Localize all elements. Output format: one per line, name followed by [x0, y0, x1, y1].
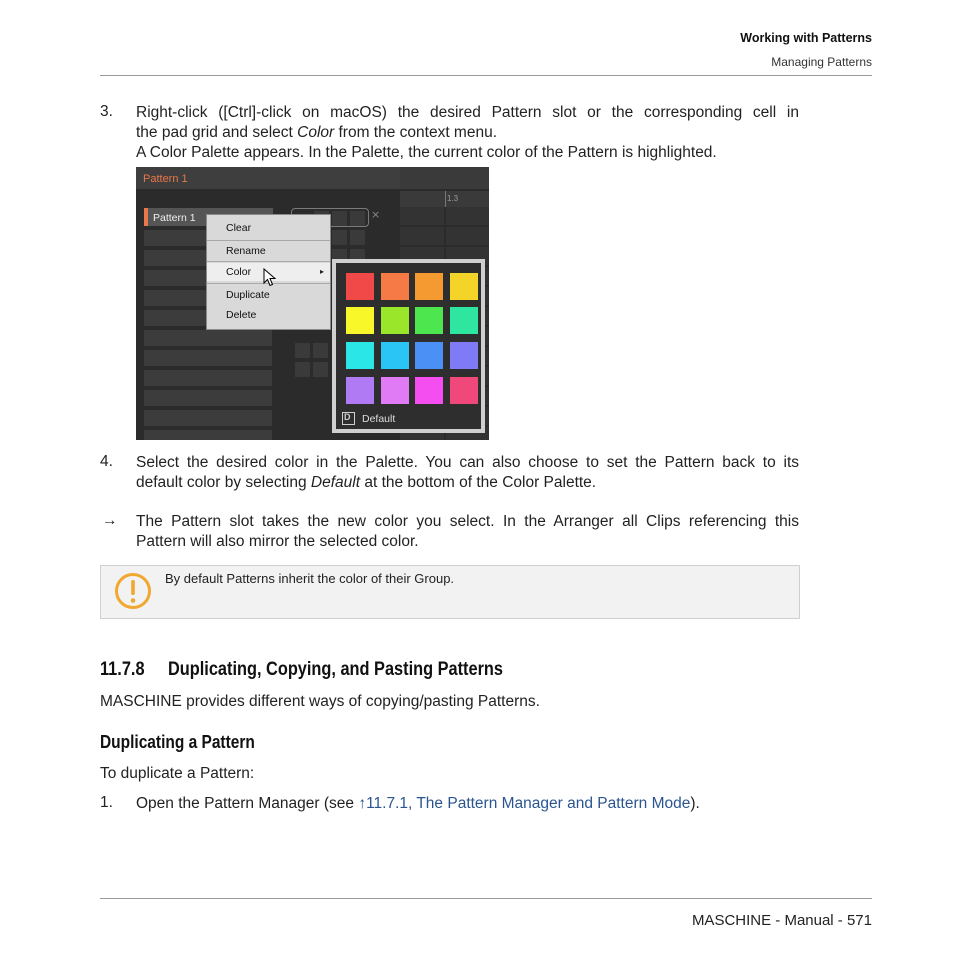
result-arrow-icon: → [102, 512, 118, 529]
pattern-slot[interactable] [144, 370, 272, 386]
running-header-chapter: Working with Patterns [740, 31, 872, 45]
pattern-slot[interactable] [144, 390, 272, 406]
step-4-line-2-pre: default color by selecting [136, 474, 311, 491]
ruler-label: 1.3 [447, 194, 459, 203]
pad-grid-cell[interactable] [350, 230, 365, 245]
step-3-line-1: Right-click ([Ctrl]-click on macOS) the desired Pattern slot or the corresponding cell in [136, 104, 799, 121]
color-swatch[interactable] [381, 307, 409, 334]
context-menu-separator [207, 240, 330, 241]
context-menu-item-duplicate[interactable]: Duplicate [226, 289, 270, 301]
color-swatch[interactable] [415, 377, 443, 404]
result-line-1: The Pattern slot takes the new color you select. In the Arranger all Clips referencing this [136, 513, 799, 530]
color-swatch[interactable] [346, 377, 374, 404]
subsection-step-1-text [136, 794, 700, 814]
pattern-manager-link[interactable]: ↑11.7.1, The Pattern Manager and Pattern Mode [358, 795, 691, 812]
context-menu-separator [207, 261, 330, 262]
color-swatch[interactable] [450, 307, 478, 334]
color-swatch[interactable] [381, 342, 409, 369]
step-4-line-1: Select the desired color in the Palette. You can also choose to set the Pattern back to its [136, 454, 799, 471]
mouse-cursor-icon [263, 268, 277, 288]
color-palette-panel [336, 263, 481, 429]
pad-grid-cell[interactable] [295, 362, 310, 377]
footer-rule [100, 898, 872, 899]
context-menu-item-rename[interactable]: Rename [226, 245, 266, 257]
color-swatch[interactable] [415, 307, 443, 334]
subsection-title: Duplicating a Pattern [100, 732, 255, 752]
context-menu-item-delete[interactable]: Delete [226, 309, 257, 321]
pattern-slot[interactable] [144, 410, 272, 426]
subsection-intro: To duplicate a Pattern: [100, 765, 255, 782]
subsection-step-1-number: 1. [100, 794, 113, 811]
color-swatch[interactable] [346, 273, 374, 300]
pattern-slot[interactable] [144, 430, 272, 440]
close-icon[interactable]: × [371, 208, 381, 221]
subsection-step-1-pre: Open the Pattern Manager (see [136, 795, 359, 812]
step-3-line-2-post: from the context menu. [334, 124, 498, 141]
context-menu-item-color-label: Color [226, 266, 252, 278]
default-color-icon[interactable] [342, 412, 355, 425]
color-swatch[interactable] [450, 273, 478, 300]
context-menu-item-clear[interactable]: Clear [226, 222, 252, 234]
note-box [100, 565, 800, 619]
color-swatch[interactable] [450, 377, 478, 404]
arranger-header-bar [400, 167, 489, 189]
pad-grid-cell[interactable] [313, 362, 328, 377]
running-header-section: Managing Patterns [771, 55, 872, 69]
pad-grid-cell[interactable] [313, 343, 328, 358]
warning-icon [114, 572, 152, 610]
pad-grid-cell[interactable] [295, 343, 310, 358]
color-swatch[interactable] [415, 342, 443, 369]
step-3-number: 3. [100, 103, 113, 120]
submenu-arrow-icon: ▸ [320, 267, 325, 276]
step-4-default-term: Default [310, 474, 361, 491]
header-rule [100, 75, 872, 76]
color-swatch[interactable] [415, 273, 443, 300]
color-swatch[interactable] [381, 377, 409, 404]
step-4-number: 4. [100, 453, 113, 470]
page-footer: MASCHINE - Manual - 571 [691, 912, 872, 929]
color-palette-screenshot [136, 167, 489, 440]
step-4-line-2 [136, 473, 799, 493]
section-intro: MASCHINE provides different ways of copying/pasting Patterns. [100, 693, 540, 710]
section-number: 11.7.8 [100, 659, 145, 680]
pattern-slot[interactable] [144, 350, 272, 366]
section-title: Duplicating, Copying, and Pasting Patterns [168, 659, 504, 680]
pad-grid-cell[interactable] [332, 230, 347, 245]
color-palette [332, 259, 485, 433]
pattern-slot-color-accent [144, 208, 148, 226]
step-3-line-2-pre: the pad grid and select [136, 124, 298, 141]
step-4-line-2-post: at the bottom of the Color Palette. [360, 474, 597, 491]
ruler-tick [445, 191, 446, 207]
pattern-slot-label: Pattern 1 [153, 212, 196, 224]
subsection-step-1-post: ). [690, 795, 700, 812]
pattern-slot[interactable] [144, 330, 272, 346]
step-3-line-3: A Color Palette appears. In the Palette, the current color of the Pattern is highlighted. [136, 144, 717, 161]
color-swatch[interactable] [381, 273, 409, 300]
pad-grid-cell[interactable] [350, 211, 365, 226]
result-line-2: Pattern will also mirror the selected color. [136, 533, 419, 550]
step-3-color-term: Color [297, 124, 335, 141]
default-color-label[interactable]: Default [362, 413, 396, 425]
color-swatch[interactable] [346, 342, 374, 369]
color-swatch[interactable] [450, 342, 478, 369]
step-3-line-2 [136, 123, 799, 143]
color-swatch[interactable] [346, 307, 374, 334]
note-text: By default Patterns inherit the color of their Group. [165, 571, 455, 586]
default-color-icon-glyph: D [344, 412, 351, 422]
pattern-header-label: Pattern 1 [143, 173, 188, 185]
pad-grid-cell[interactable] [332, 211, 347, 226]
